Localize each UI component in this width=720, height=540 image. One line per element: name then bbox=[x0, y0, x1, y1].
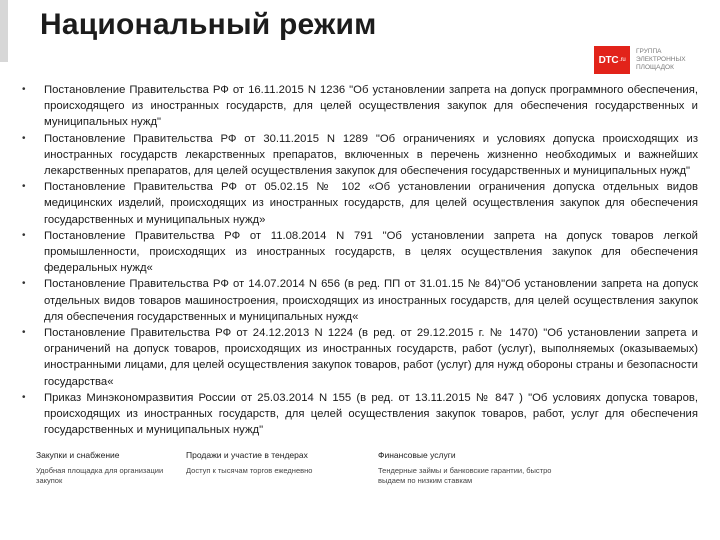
company-logo bbox=[594, 46, 694, 74]
list-item bbox=[22, 390, 698, 439]
footer-title: Продажи и участие в тендерах bbox=[186, 450, 308, 460]
footer-text: Удобная площадка для организации закупок bbox=[36, 466, 164, 485]
footer-column-sales bbox=[186, 450, 378, 486]
bullet-icon: • bbox=[22, 278, 26, 290]
page-title: Национальный режим bbox=[40, 8, 377, 41]
logo-caption: ГРУППА ЭЛЕКТРОННЫХ ПЛОЩАДОК bbox=[636, 48, 686, 71]
bullet-icon: • bbox=[22, 181, 26, 193]
logo-badge-suffix: .ru bbox=[619, 57, 626, 63]
footer-title: Закупки и снабжение bbox=[36, 450, 120, 460]
list-item bbox=[22, 131, 698, 180]
bullet-icon: • bbox=[22, 84, 26, 95]
list-item bbox=[22, 179, 698, 228]
footer-column-finance bbox=[378, 450, 578, 486]
bullet-icon: • bbox=[22, 391, 26, 403]
list-item-text: Постановление Правительства РФ от 05.02.15 № 102 «Об установлении ограничения допуска отдельных видов медицинских изделий, происходящих из иностранных государств, для целей осуществления закупок для обеспечения государственных и муниципальных нужд» bbox=[44, 181, 698, 226]
footer-column-procurement bbox=[36, 450, 186, 486]
list-item-text: Постановление Правительства РФ от 11.08.2014 N 791 "Об установлении запрета на допуск товаров легкой промышленности, происходящих из иностранных государств, в целях осуществления закупок для обеспечения федеральных нужд« bbox=[44, 229, 698, 275]
decorative-side-bar bbox=[0, 0, 8, 62]
list-item bbox=[22, 82, 698, 131]
footer-text: Тендерные займы и банковские гарантии, быстро выдаем по низким ставкам bbox=[378, 466, 552, 485]
logo-badge-text: DTC bbox=[598, 54, 619, 66]
list-item bbox=[22, 325, 698, 390]
footer-text: Доступ к тысячам торгов ежедневно bbox=[186, 466, 313, 475]
bullet-icon: • bbox=[22, 229, 26, 241]
list-item-text: Постановление Правительства РФ от 30.11.2015 N 1289 "Об ограничениях и условиях допуска происходящих из иностранных государств лекарственных препаратов, включенных в перечень жизненно необходимых и важнейших лекарственных препаратов, для целей осуществления закупок для обеспечения государственных и муниципальных нужд" bbox=[44, 132, 698, 178]
list-item-text: Постановление Правительства РФ от 14.07.2014 N 656 (в ред. ПП от 31.01.15 № 84)"Об установлении запрета на допуск отдельных видов товаров машиностроения, происходящих из иностранных государств, для целей осуществления закупок для обеспечения государственных и муниципальных нужд« bbox=[44, 278, 698, 323]
list-item-text: Приказ Минэкономразвития России от 25.03.2014 N 155 (в ред. от 13.11.2015 № 847 ) "Об условиях допуска товаров, происходящих из иностранных государств, для целей осуществления закупок товаров, работ, услуг для обеспечения государственных и муниципальных нужд" bbox=[44, 391, 698, 437]
bullet-icon: • bbox=[22, 327, 26, 339]
footer bbox=[36, 450, 696, 486]
list-item-text: Постановление Правительства РФ от 24.12.2013 N 1224 (в ред. от 29.12.2015 г. № 1470) "Об установлении запрета и ограничений на допуск товаров, происходящих из иностранных государств, работ (услуг), выполняемых (оказываемых) иностранными лицами, для целей осуществления закупок товаров, работ (услуг) для нужд обороны страны и безопасности государства« bbox=[44, 327, 698, 388]
bullet-icon: • bbox=[22, 132, 26, 144]
list-item-text: Постановление Правительства РФ от 16.11.2015 N 1236 "Об установлении запрета на допуск программного обеспечения, происходящего из иностранных государств, для целей осуществления закупок для обеспечения государственных и муниципальных нужд" bbox=[44, 84, 698, 129]
regulation-list bbox=[22, 82, 698, 438]
list-item bbox=[22, 228, 698, 277]
footer-title: Финансовые услуги bbox=[378, 450, 456, 460]
list-item bbox=[22, 276, 698, 325]
logo-badge bbox=[594, 46, 630, 74]
